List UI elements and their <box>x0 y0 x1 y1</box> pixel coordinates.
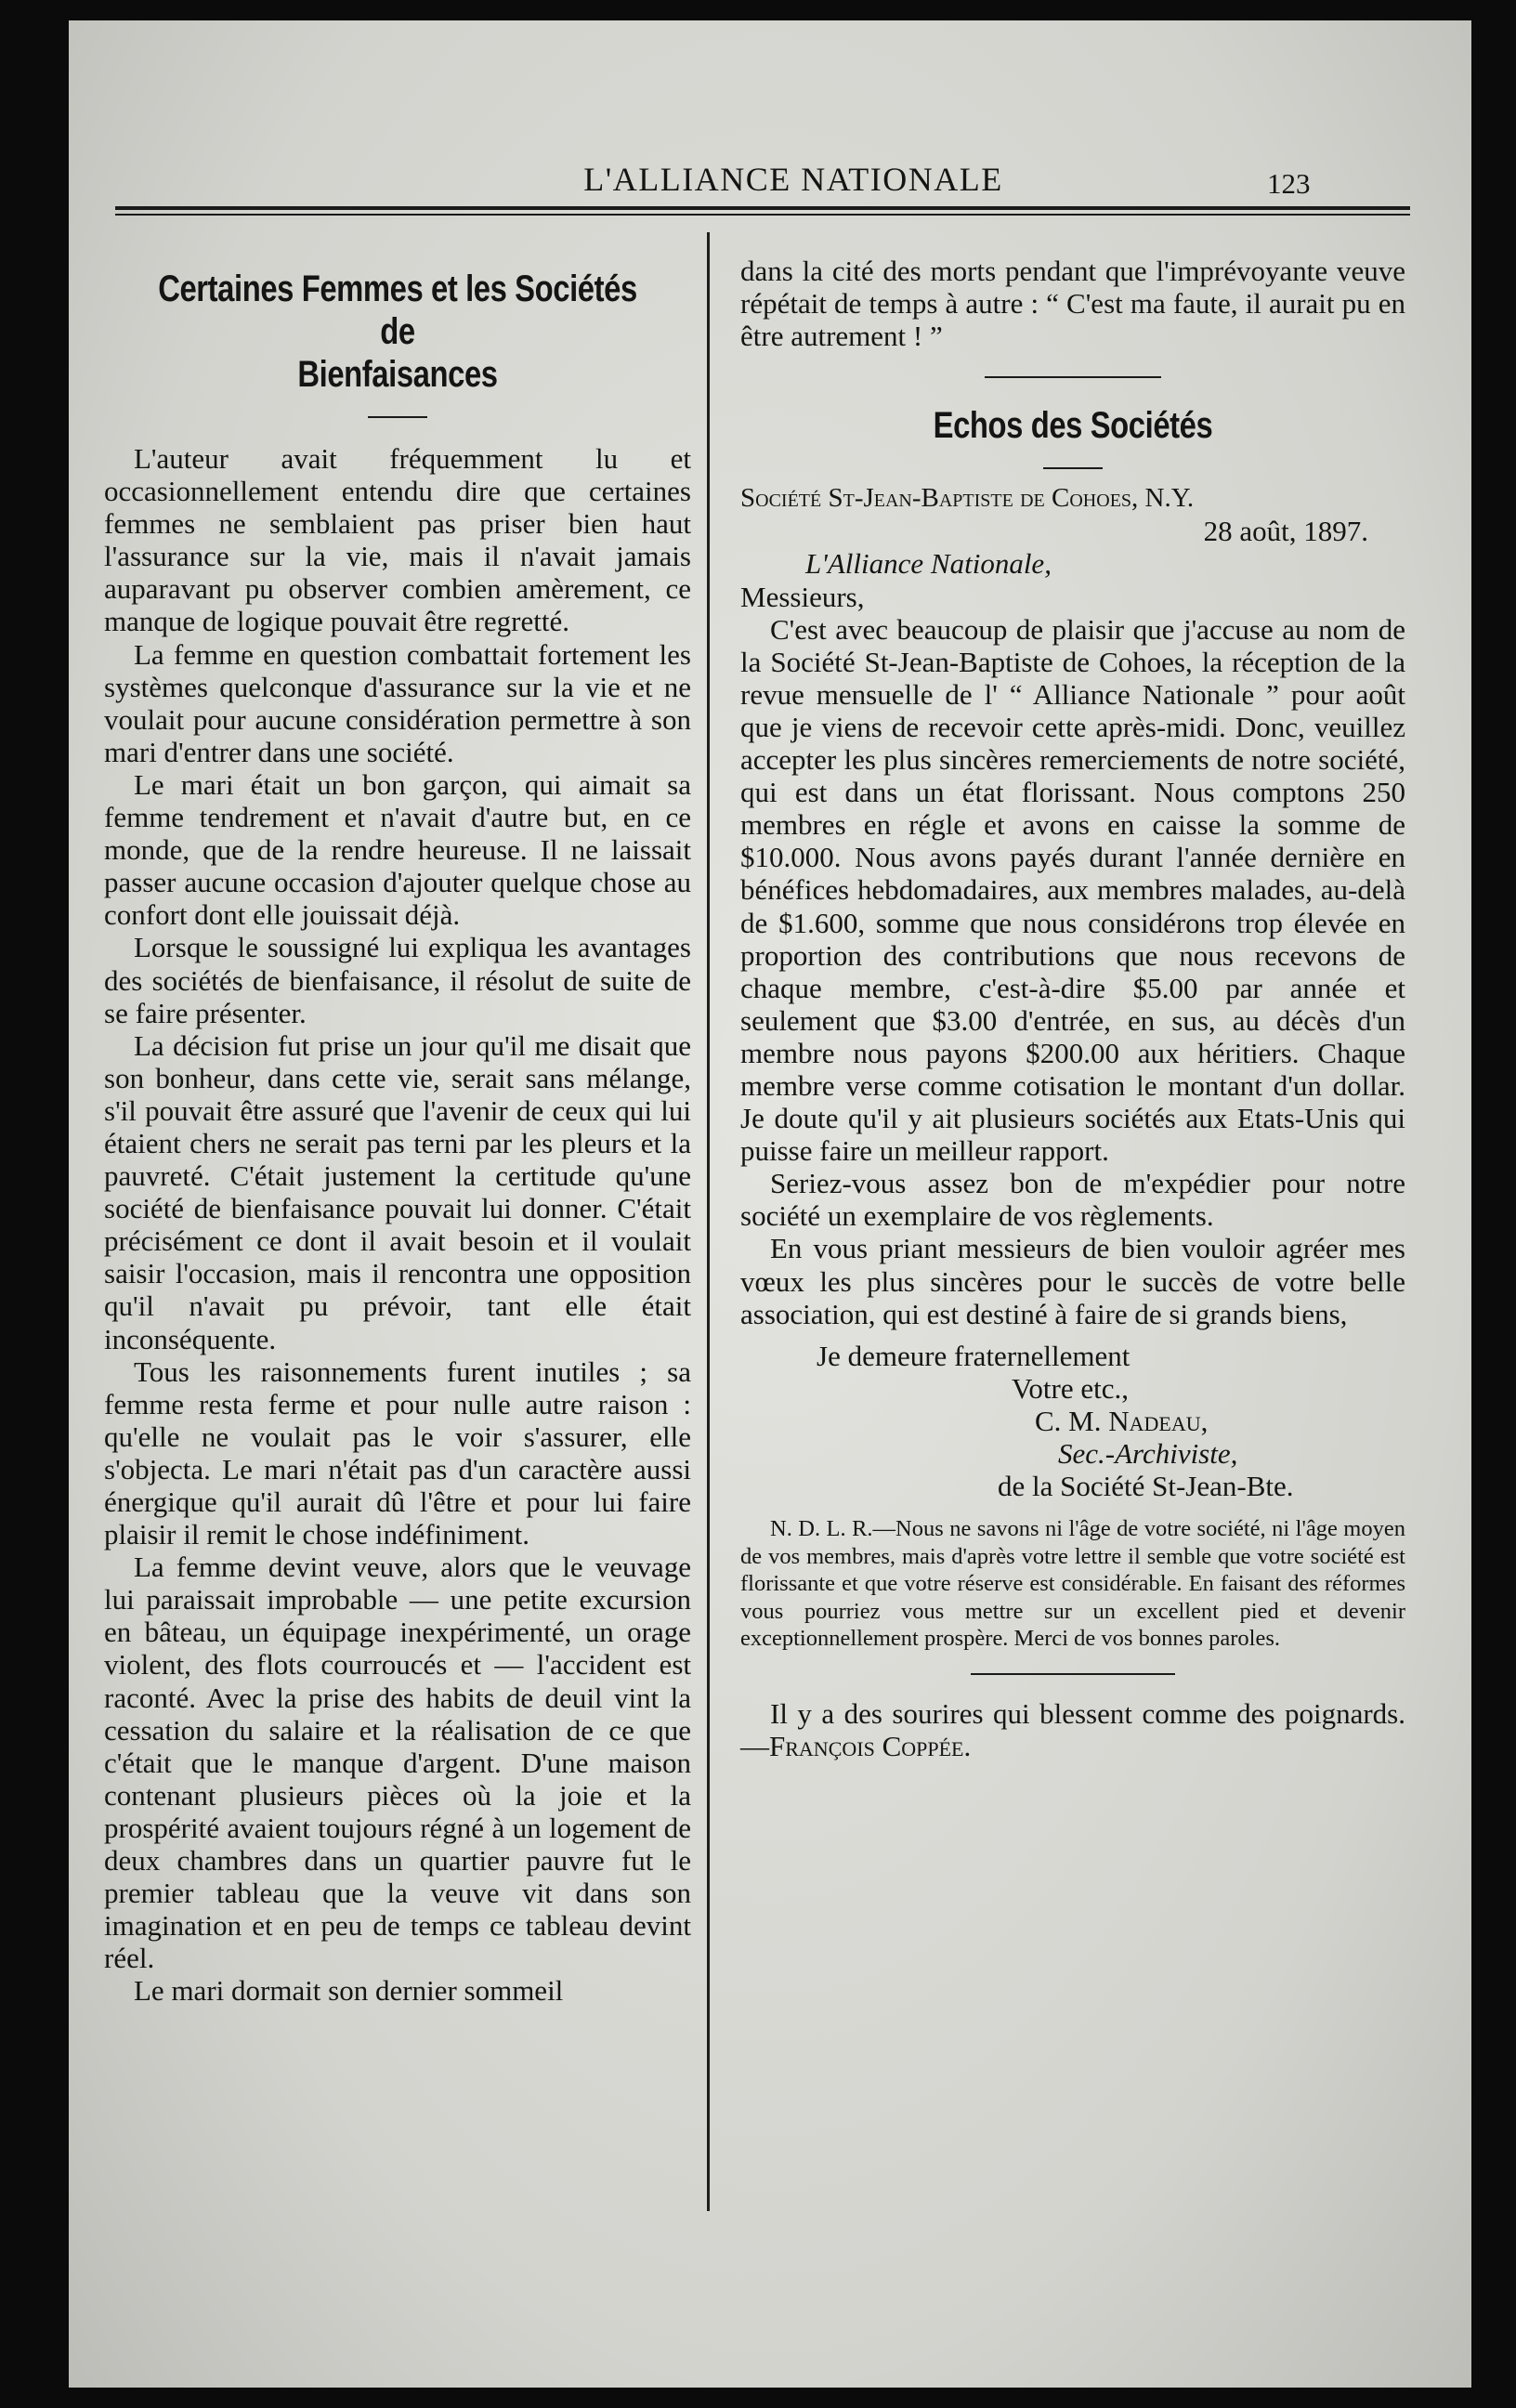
header-rule-thin <box>115 214 1410 216</box>
header-rule-thick <box>115 206 1410 210</box>
running-header-title: L'ALLIANCE NATIONALE <box>583 161 1003 198</box>
signer-name: C. M. Nadeau, <box>1035 1404 1209 1437</box>
article-paragraph: La femme en question combattait fortement les systèmes quelconque d'assurance sur la vie et ne voulait pour aucune considération permettre à son mari d'entrer dans une société. <box>104 637 691 768</box>
signer-organization: de la Société St-Jean-Bte. <box>998 1470 1294 1503</box>
letter-signoff: Votre etc., <box>1012 1371 1129 1405</box>
right-column <box>740 255 1405 1762</box>
article-title <box>157 268 638 396</box>
closing-quote <box>740 1697 1405 1762</box>
article-continuation: dans la cité des morts pendant que l'imprévoyante veuve répétait de temps à autre : “ C'est ma faute, il aurait pu en être autrement ! ” <box>740 255 1405 353</box>
article-paragraph: La femme devint veuve, alors que le veuvage lui paraissait improbable — une petite excursion en bâteau, un équipage inexpérimenté, un orage violent, des flots courroucés et — l'accident est raconté. Avec la prise des habits de deuil vint la cessation du salaire et la réalisation de ce que c'était que le manque d'argent. D'une maison contenant plusieurs pièces où la joie et la prospérité avaient toujours régné à un logement de deux chambres dans un quartier pauvre fut le premier tableau que la veuve vit dans son imagination et en peu de temps ce tableau devint réel. <box>104 1551 691 1975</box>
page-number: 123 <box>1267 167 1311 200</box>
letter-date: 28 août, 1897. <box>1203 515 1368 548</box>
column-divider <box>707 232 710 2211</box>
article-paragraph: Tous les raisonnements furent inutiles ; sa femme resta ferme et pour nulle autre raison : qu'elle ne voulait pas le voir s'assurer, elle s'objecta. Le mari n'était pas d'un caractère aussi énergique qu'il aurait dû l'être et pour lui faire plaisir il remit le chose indéfiniment. <box>104 1354 691 1551</box>
letter-paragraph: C'est avec beaucoup de plaisir que j'accuse au nom de la Société St-Jean-Baptiste de Cohoes, la réception de la revue mensuelle de l' “ Alliance Nationale ” pour août que je viens de recevoir cette après-midi. Donc, veuillez accepter les plus sincères remerciements de notre société, qui est dans un état florissant. Nous comptons 250 membres en régle et avons en caisse la somme de $10.000. Nous avons payés durant l'année dernière en bénéfices hebdomadaires, aux membres malades, au-delà de $1.600, somme que nous considérons trop élevée en proportion des contributions que nous recevons de chaque membre, c'est-à-dire $5.00 par année et seulement que $3.00 d'entrée, en sus, au décès d'un membre nous payons $200.00 aux héritiers. Chaque membre verse comme cotisation le montant d'un dollar. Je doute qu'il y ait plusieurs sociétés aux Etats-Unis qui puisse faire un meilleur rapport. <box>740 612 1405 1168</box>
editor-note-text: N. D. L. R.—Nous ne savons ni l'âge de votre société, ni l'âge moyen de vos membres, mais d'après votre lettre il semble que votre société est florissante et que votre réserve est considérable. En faisant des réformes vous pourriez vous mettre sur un excellent pied et devenir exceptionnellement prospère. Merci de vos bonnes paroles. <box>740 1516 1405 1652</box>
quote-text: Il y a des sourires qui blessent comme des poignards.— <box>740 1696 1405 1762</box>
section-rule <box>985 376 1161 378</box>
society-line: Société St-Jean-Baptiste de Cohoes, N.Y. <box>740 483 1195 514</box>
section-title: Echos des Sociétés <box>933 405 1213 447</box>
quote-rule <box>971 1673 1175 1675</box>
section-title-rule <box>1043 467 1103 469</box>
article-paragraph: Le mari était un bon garçon, qui aimait sa femme tendrement et n'avait d'autre but, en ce monde, que de la rendre heureuse. Il ne laissait passer aucune occasion d'ajouter quelque chose au confort dont elle jouissait déjà. <box>104 767 691 932</box>
letter-addressee: L'Alliance Nationale, <box>805 547 1052 581</box>
article-paragraph: L'auteur avait fréquemment lu et occasionnellement entendu dire que certaines femmes ne semblaient pas priser bien haut l'assurance sur la vie, mais il n'avait jamais auparavant pu observer combien amèrement, ce manque de logique pouvait être regretté. <box>104 442 691 638</box>
signer-title: Sec.-Archiviste, <box>1058 1437 1238 1470</box>
title-rule <box>368 416 427 418</box>
quote-author: François Coppée. <box>769 1729 972 1762</box>
article-paragraph: La décision fut prise un jour qu'il me disait que son bonheur, dans cette vie, serait sans mélange, s'il pouvait être assuré que l'avenir de ceux qui lui étaient chers ne serait pas terni par les pleurs et la pauvreté. C'était justement la certitude qu'une société de bienfaisance pouvait lui donner. C'était précisément ce dont il avait besoin et il voulait saisir l'occasion, mais il rencontra une opposition qu'il n'avait pu prévoir, tant elle était inconséquente. <box>104 1028 691 1355</box>
letter-salutation: Messieurs, <box>740 580 865 613</box>
scanned-page <box>69 20 1471 2388</box>
article-title-line-2: Bienfaisances <box>297 354 498 395</box>
letter-closing: Je demeure fraternellement <box>817 1339 1130 1372</box>
article-paragraph: Lorsque le soussigné lui expliqua les avantages des sociétés de bienfaisance, il résolut de suite de se faire présenter. <box>104 931 691 1029</box>
letter-paragraph: Seriez-vous assez bon de m'expédier pour notre société un exemplaire de vos règlements. <box>740 1167 1405 1233</box>
article-paragraph: Le mari dormait son dernier sommeil <box>134 1974 564 2008</box>
left-column <box>104 268 691 2008</box>
article-title-line-1: Certaines Femmes et les Sociétés de <box>158 268 637 352</box>
editor-note <box>740 1515 1405 1653</box>
letter-paragraph: En vous priant messieurs de bien vouloir agréer mes vœux les plus sincères pour le succès de votre belle association, qui est destiné à faire de si grands biens, <box>740 1232 1405 1330</box>
